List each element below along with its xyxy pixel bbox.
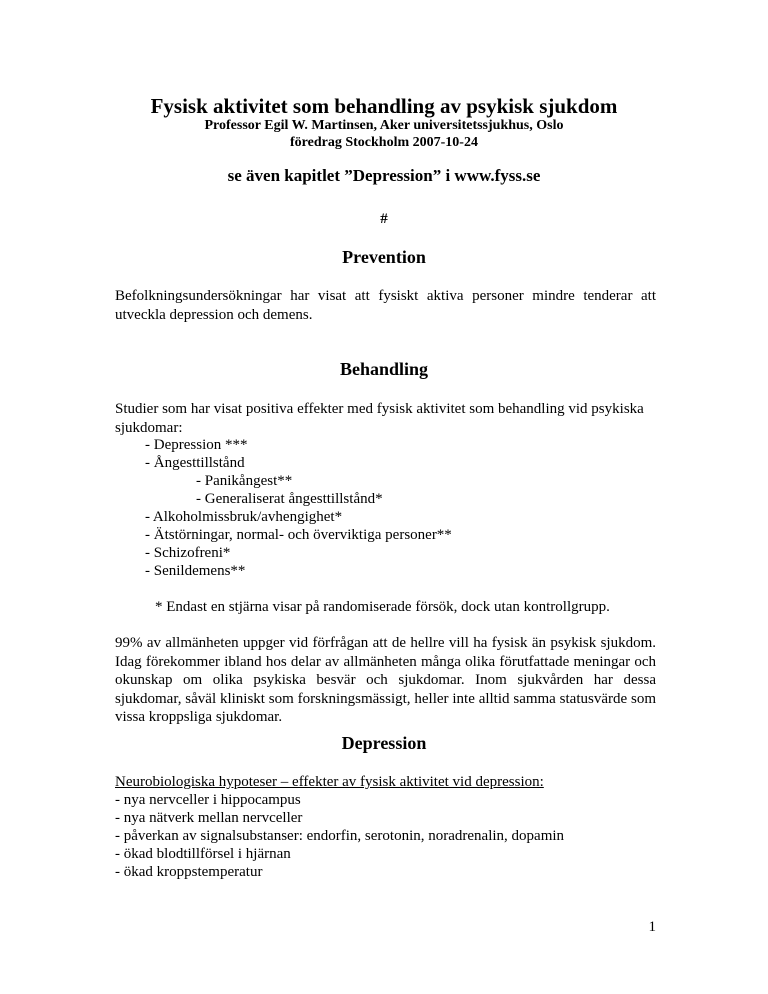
list-item: - Panikångest** xyxy=(196,473,293,489)
document-title: Fysisk aktivitet som behandling av psykisk sjukdom xyxy=(150,94,618,118)
list-item: - Schizofreni* xyxy=(145,545,231,561)
list-item: - påverkan av signalsubstanser: endorfin, serotonin, noradrenalin, dopamin xyxy=(115,828,565,844)
prevention-paragraph: Befolkningsundersökningar har visat att fysiskt aktiva personer mindre tenderar att utveckla depression och demens. xyxy=(115,288,656,323)
event-line: föredrag Stockholm 2007-10-24 xyxy=(290,135,478,150)
list-item: - Generaliserat ångesttillstånd* xyxy=(196,491,383,507)
depression-heading: Depression xyxy=(341,733,427,753)
depression-subheading: Neurobiologiska hypoteser – effekter av fysisk aktivitet vid depression: xyxy=(115,774,544,790)
author-line: Professor Egil W. Martinsen, Aker universitetssjukhus, Oslo xyxy=(204,118,564,133)
list-item: - ökad blodtillförsel i hjärnan xyxy=(115,846,291,862)
separator-mark: # xyxy=(380,211,388,227)
list-item: - ökad kroppstemperatur xyxy=(115,864,263,880)
list-item: - Ångesttillstånd xyxy=(145,455,245,471)
list-item: - Ätstörningar, normal- och överviktiga personer** xyxy=(145,527,452,543)
list-item: - Senildemens** xyxy=(145,563,246,579)
list-item: - Alkoholmissbruk/avhengighet* xyxy=(145,509,343,525)
see-also-line: se även kapitlet ”Depression” i www.fyss.se xyxy=(227,166,541,185)
prevention-heading: Prevention xyxy=(342,247,426,267)
page-number: 1 xyxy=(648,919,656,935)
list-item: - Depression *** xyxy=(145,437,248,453)
behandling-heading: Behandling xyxy=(339,359,429,379)
list-item: - nya nervceller i hippocampus xyxy=(115,792,301,808)
list-item: - nya nätverk mellan nervceller xyxy=(115,810,303,826)
behandling-intro: Studier som har visat positiva effekter med fysisk aktivitet som behandling vid psykiska sjukdomar: xyxy=(115,401,644,436)
behandling-paragraph: 99% av allmänheten uppger vid förfrågan att de hellre vill ha fysisk än psykisk sjukdom. Idag förekommer ibland hos delar av allmänheten många olika förutfattade meningar och okunskap om olika psykiska besvär och sjukdomar. Inom sjukvården har dessa sjukdomar, såväl kliniskt som forskningsmässigt, heller inte alltid samma statusvärde som vissa kroppsliga sjukdomar. xyxy=(115,635,656,725)
footnote: * Endast en stjärna visar på randomiserade försök, dock utan kontrollgrupp. xyxy=(155,599,610,615)
